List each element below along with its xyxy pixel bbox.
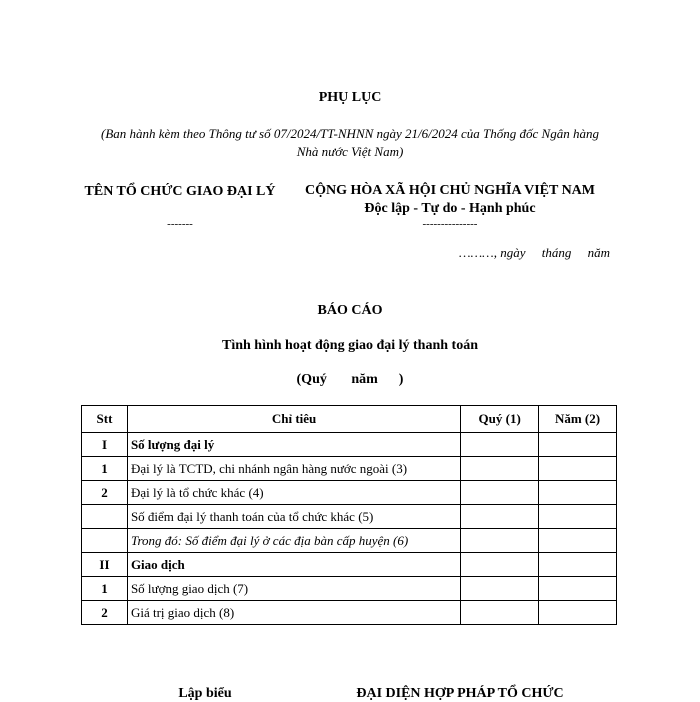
- table-row: [82, 529, 617, 553]
- table-row: [82, 601, 617, 625]
- row-year-value: [539, 529, 617, 553]
- header-quarter: Quý (1): [461, 406, 539, 433]
- row-stt: 1: [82, 457, 128, 481]
- table-row: [82, 577, 617, 601]
- national-motto: Độc lập - Tự do - Hạnh phúc: [364, 201, 536, 216]
- header-year: Năm (2): [539, 406, 617, 433]
- table-row: [82, 481, 617, 505]
- row-stt: 2: [82, 601, 128, 625]
- row-quarter-value: [461, 481, 539, 505]
- report-period: (Quý năm ): [296, 372, 404, 387]
- row-indicator: Số lượng đại lý: [127, 433, 460, 457]
- date-line: ………, ngày tháng năm: [459, 245, 610, 260]
- row-year-value: [539, 505, 617, 529]
- row-year-value: [539, 577, 617, 601]
- row-quarter-value: [461, 457, 539, 481]
- table-row: [82, 457, 617, 481]
- report-subtitle: Tình hình hoạt động giao đại lý thanh toán: [222, 338, 478, 353]
- table-header-row: [82, 406, 617, 433]
- row-year-value: [539, 481, 617, 505]
- row-quarter-value: [461, 601, 539, 625]
- row-stt: 2: [82, 481, 128, 505]
- row-quarter-value: [461, 529, 539, 553]
- motto-divider: ---------------: [422, 218, 478, 230]
- preparer-label: Lập biểu: [178, 686, 232, 701]
- row-indicator: Số điểm đại lý thanh toán của tổ chức khác (5): [127, 505, 460, 529]
- report-title: BÁO CÁO: [317, 303, 383, 318]
- header-stt: Stt: [82, 406, 128, 433]
- row-stt: [82, 529, 128, 553]
- issuance-note: (Ban hành kèm theo Thông tư số 07/2024/TT-NHNN ngày 21/6/2024 của Thống đốc Ngân hàng Nhà nước Việt Nam): [101, 126, 599, 159]
- row-quarter-value: [461, 553, 539, 577]
- row-stt: II: [82, 553, 128, 577]
- appendix-title: PHỤ LỤC: [318, 90, 382, 105]
- national-title: CỘNG HÒA XÃ HỘI CHỦ NGHĨA VIỆT NAM: [304, 183, 595, 198]
- representative-label: ĐẠI DIỆN HỢP PHÁP TỔ CHỨC: [356, 686, 564, 701]
- row-year-value: [539, 553, 617, 577]
- row-indicator: Giao dịch: [127, 553, 460, 577]
- row-year-value: [539, 457, 617, 481]
- row-indicator: Trong đó: Số điểm đại lý ở các địa bàn cấp huyện (6): [127, 529, 460, 553]
- row-stt: I: [82, 433, 128, 457]
- row-indicator: Đại lý là tổ chức khác (4): [127, 481, 460, 505]
- table-row: [82, 505, 617, 529]
- header-indicator: Chỉ tiêu: [127, 406, 460, 433]
- organization-name: TÊN TỔ CHỨC GIAO ĐẠI LÝ: [84, 184, 276, 199]
- report-table: [81, 405, 617, 625]
- row-year-value: [539, 433, 617, 457]
- row-quarter-value: [461, 505, 539, 529]
- table-row: [82, 553, 617, 577]
- table-row: [82, 433, 617, 457]
- organization-divider: -------: [167, 218, 193, 230]
- row-indicator: Đại lý là TCTD, chi nhánh ngân hàng nước ngoài (3): [127, 457, 460, 481]
- row-stt: 1: [82, 577, 128, 601]
- row-stt: [82, 505, 128, 529]
- row-year-value: [539, 601, 617, 625]
- row-quarter-value: [461, 433, 539, 457]
- row-indicator: Số lượng giao dịch (7): [127, 577, 460, 601]
- row-quarter-value: [461, 577, 539, 601]
- row-indicator: Giá trị giao dịch (8): [127, 601, 460, 625]
